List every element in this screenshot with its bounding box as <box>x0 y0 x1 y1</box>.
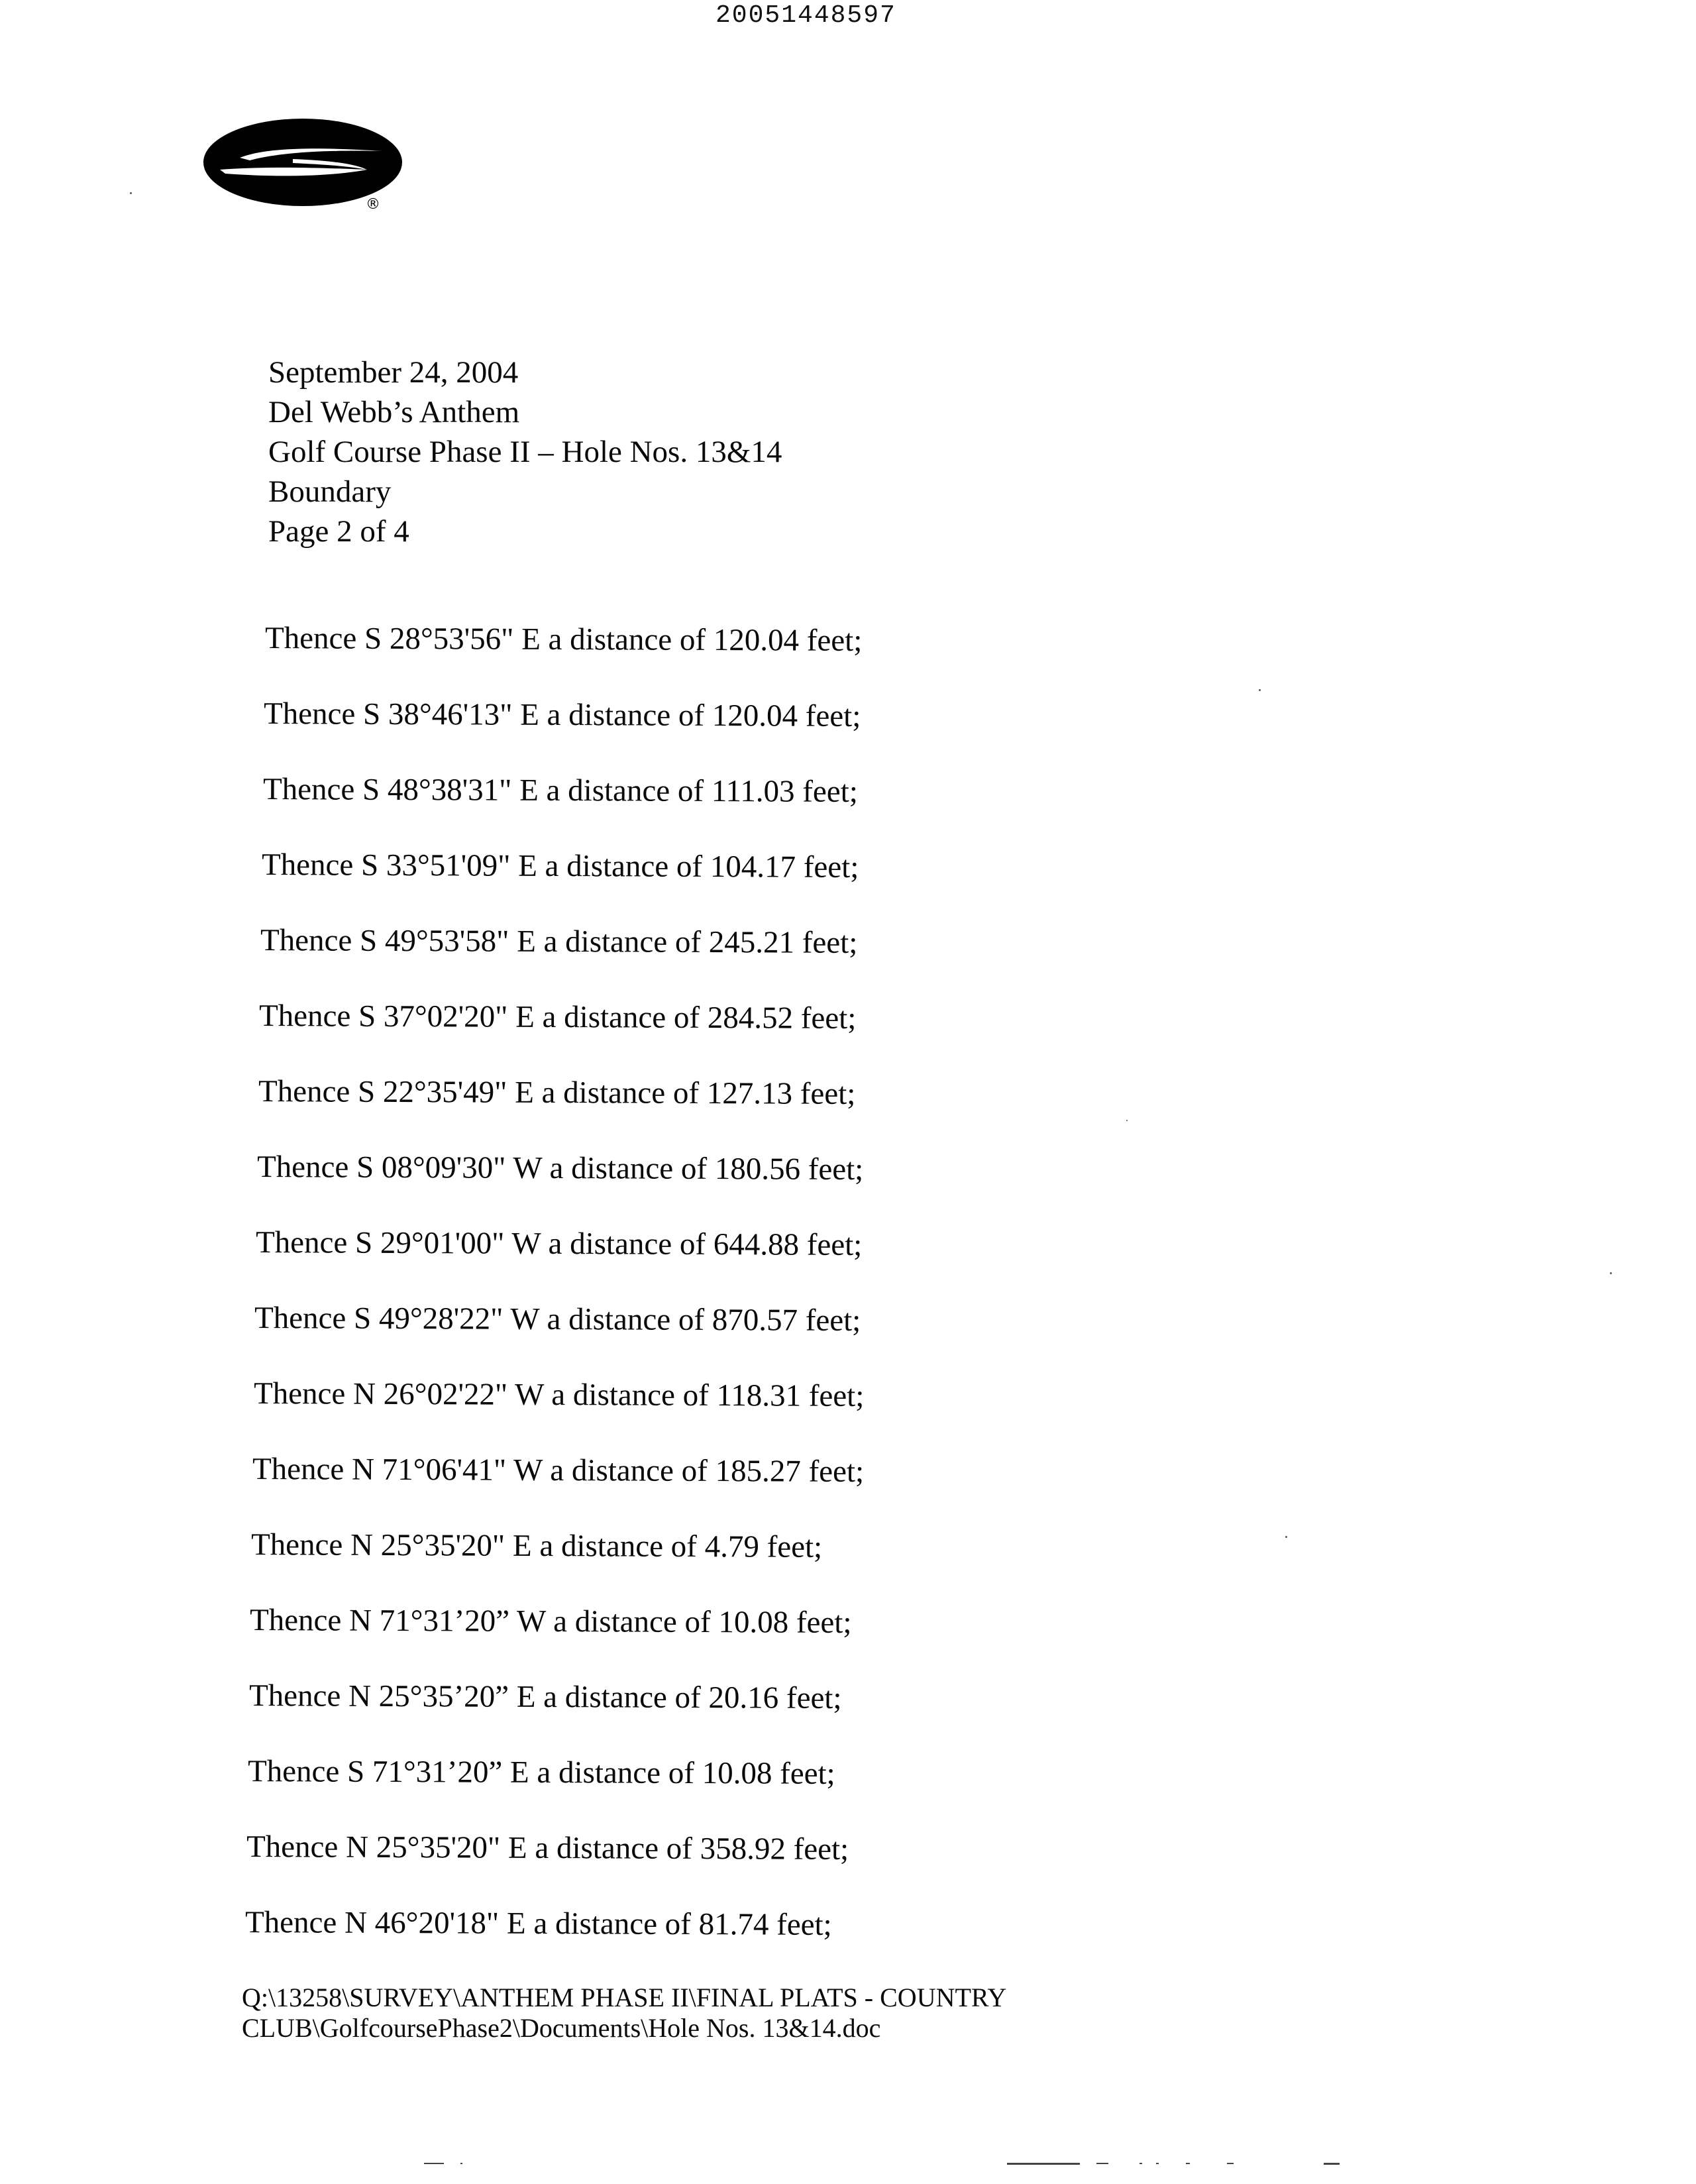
header-page: Page 2 of 4 <box>268 514 409 549</box>
course-line: Thence S 37°02'20" E a distance of 284.52 feet; <box>258 999 857 1036</box>
scan-edge-marks <box>0 2157 1696 2170</box>
registered-mark: ® <box>366 196 380 213</box>
file-path-line: CLUB\GolfcoursePhase2\Documents\Hole Nos. 13&14.doc <box>242 2013 881 2043</box>
letter-header <box>268 353 782 551</box>
course-line: Thence S 48°38'31" E a distance of 111.03 feet; <box>262 772 858 809</box>
scan-speck <box>1259 689 1261 691</box>
course-line: Thence N 71°31’20” W a distance of 10.08 feet; <box>249 1603 852 1640</box>
course-line: Thence S 49°28'22" W a distance of 870.57 feet; <box>254 1301 861 1338</box>
course-line: Thence N 71°06'41" W a distance of 185.27 feet; <box>252 1451 865 1490</box>
course-line: Thence N 26°02'22" W a distance of 118.31 feet; <box>253 1376 865 1414</box>
document-number: 20051448597 <box>716 1 896 30</box>
scan-speck <box>1610 1272 1612 1274</box>
scan-speck <box>130 192 132 194</box>
course-line: Thence N 25°35'20" E a distance of 4.79 feet; <box>250 1527 823 1564</box>
course-line: Thence N 25°35’20” E a distance of 20.16 feet; <box>248 1678 842 1716</box>
course-line: Thence S 33°51'09" E a distance of 104.17 feet; <box>261 847 859 885</box>
course-line: Thence N 46°20'18" E a distance of 81.74 feet; <box>244 1905 832 1942</box>
course-line: Thence S 29°01'00" W a distance of 644.88 feet; <box>255 1225 863 1262</box>
course-line: Thence N 25°35'20" E a distance of 358.92 feet; <box>246 1829 849 1867</box>
course-line: Thence S 38°46'13" E a distance of 120.04 feet; <box>263 696 861 734</box>
scan-speck <box>1126 1120 1128 1121</box>
course-line: Thence S 28°53'56" E a distance of 120.04 feet; <box>264 621 863 658</box>
scan-speck <box>1285 1536 1287 1538</box>
header-project: Del Webb’s Anthem <box>268 395 520 429</box>
course-line: Thence S 71°31’20” E a distance of 10.08 feet; <box>247 1754 835 1791</box>
file-path-line: Q:\13258\SURVEY\ANTHEM PHASE II\FINAL PLATS - COUNTRY <box>242 1983 1007 2012</box>
course-line: Thence S 22°35'49" E a distance of 127.13 feet; <box>258 1074 856 1111</box>
file-path-footer <box>242 1983 1006 2044</box>
header-date: September 24, 2004 <box>268 355 519 390</box>
header-subject: Golf Course Phase II – Hole Nos. 13&14 <box>268 435 782 469</box>
course-line: Thence S 49°53'58" E a distance of 245.21 feet; <box>260 923 858 960</box>
header-title: Boundary <box>268 474 392 509</box>
course-line: Thence S 08°09'30" W a distance of 180.56 feet; <box>256 1150 864 1187</box>
